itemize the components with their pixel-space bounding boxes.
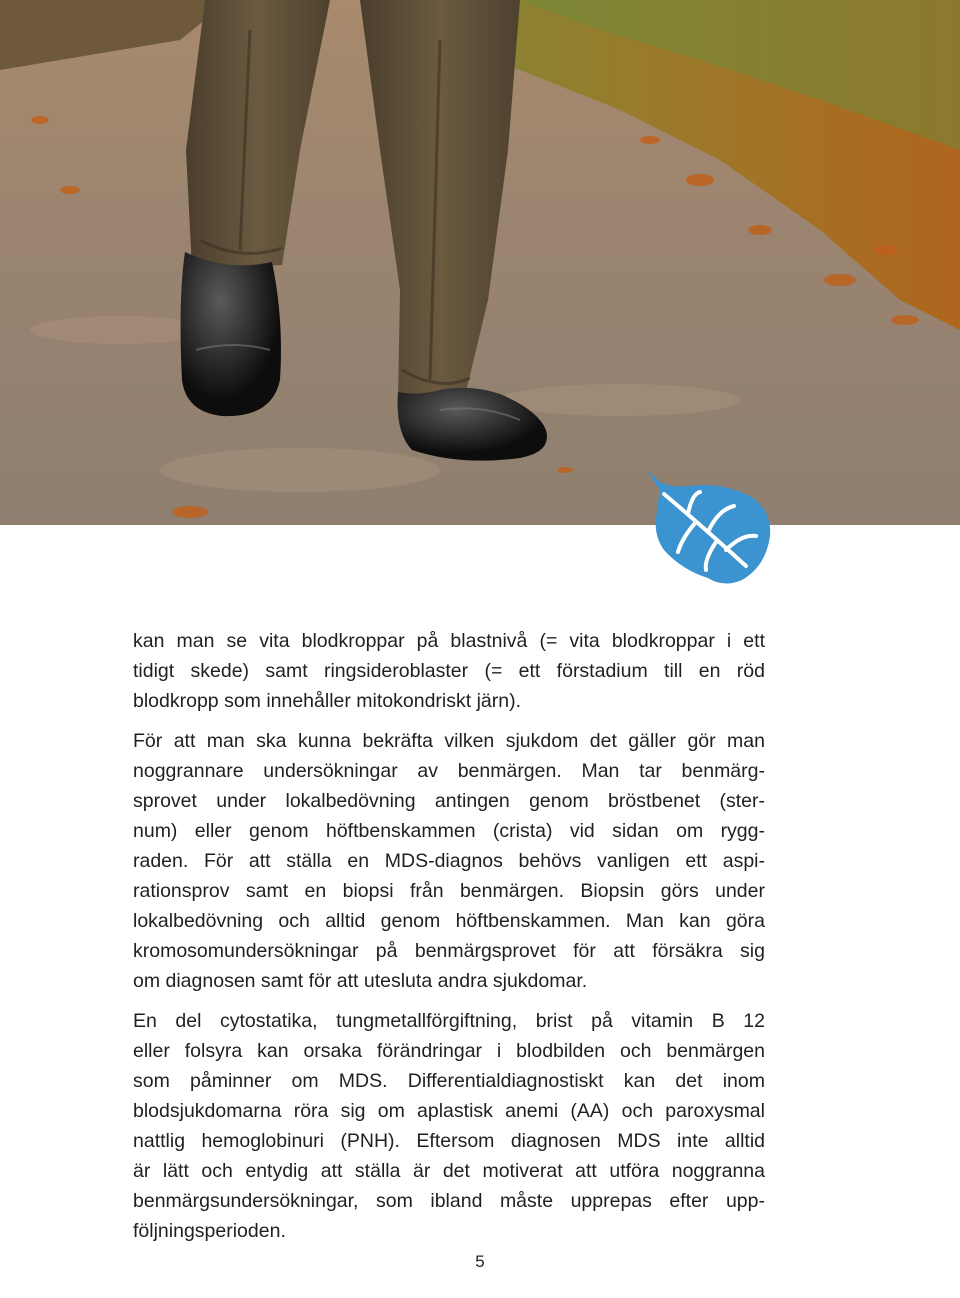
text-line: lokalbedövning och alltid genom höftbenskammen. Man kan göra [133, 910, 765, 932]
text-line: kan man se vita blodkroppar på blastnivå (= vita blodkroppar i ett [133, 630, 765, 652]
text-line: För att man ska kunna bekräfta vilken sjukdom det gäller gör man [133, 730, 765, 752]
text-line: sprovet under lokalbedövning antingen genom bröstbenet (ster- [133, 790, 765, 812]
paragraph-1 [133, 626, 765, 716]
text-line: blodkropp som innehåller mitokondriskt järn). [133, 690, 522, 712]
leaf-icon [638, 466, 778, 586]
text-line: benmärgsundersökningar, som ibland måste upprepas efter upp- [133, 1190, 765, 1212]
text-line: eller folsyra kan orsaka förändringar i blodbilden och benmärgen [133, 1040, 765, 1062]
text-line: num) eller genom höftbenskammen (crista) vid sidan om rygg- [133, 820, 765, 842]
text-line: är lätt och entydig att ställa är det motiverat att utföra noggranna [133, 1160, 765, 1182]
text-line: raden. För att ställa en MDS-diagnos behövs vanligen ett aspi- [133, 850, 765, 872]
body-text [133, 626, 765, 1246]
text-line: om diagnosen samt för att utesluta andra sjukdomar. [133, 970, 588, 992]
text-line: som påminner om MDS. Differentialdiagnostiskt kan det inom [133, 1070, 765, 1092]
paragraph-3 [133, 1006, 765, 1246]
page-number: 5 [475, 1252, 485, 1271]
text-line: En del cytostatika, tungmetallförgiftning, brist på vitamin B 12 [133, 1010, 765, 1032]
text-line: tidigt skede) samt ringsideroblaster (= ett förstadium till en röd [133, 660, 765, 682]
text-line: följningsperioden. [133, 1220, 286, 1242]
paragraph-2 [133, 726, 765, 996]
text-line: rationsprov samt en biopsi från benmärgen. Biopsin görs under [133, 880, 765, 902]
text-line: kromosomundersökningar på benmärgsprovet för att försäkra sig [133, 940, 765, 962]
text-line: blodsjukdomarna röra sig om aplastisk anemi (AA) och paroxysmal [133, 1100, 765, 1122]
text-line: noggrannare undersökningar av benmärgen. Man tar benmärg- [133, 760, 765, 782]
walking-photo [0, 0, 960, 530]
text-line: nattlig hemoglobinuri (PNH). Eftersom diagnosen MDS inte alltid [133, 1130, 765, 1152]
